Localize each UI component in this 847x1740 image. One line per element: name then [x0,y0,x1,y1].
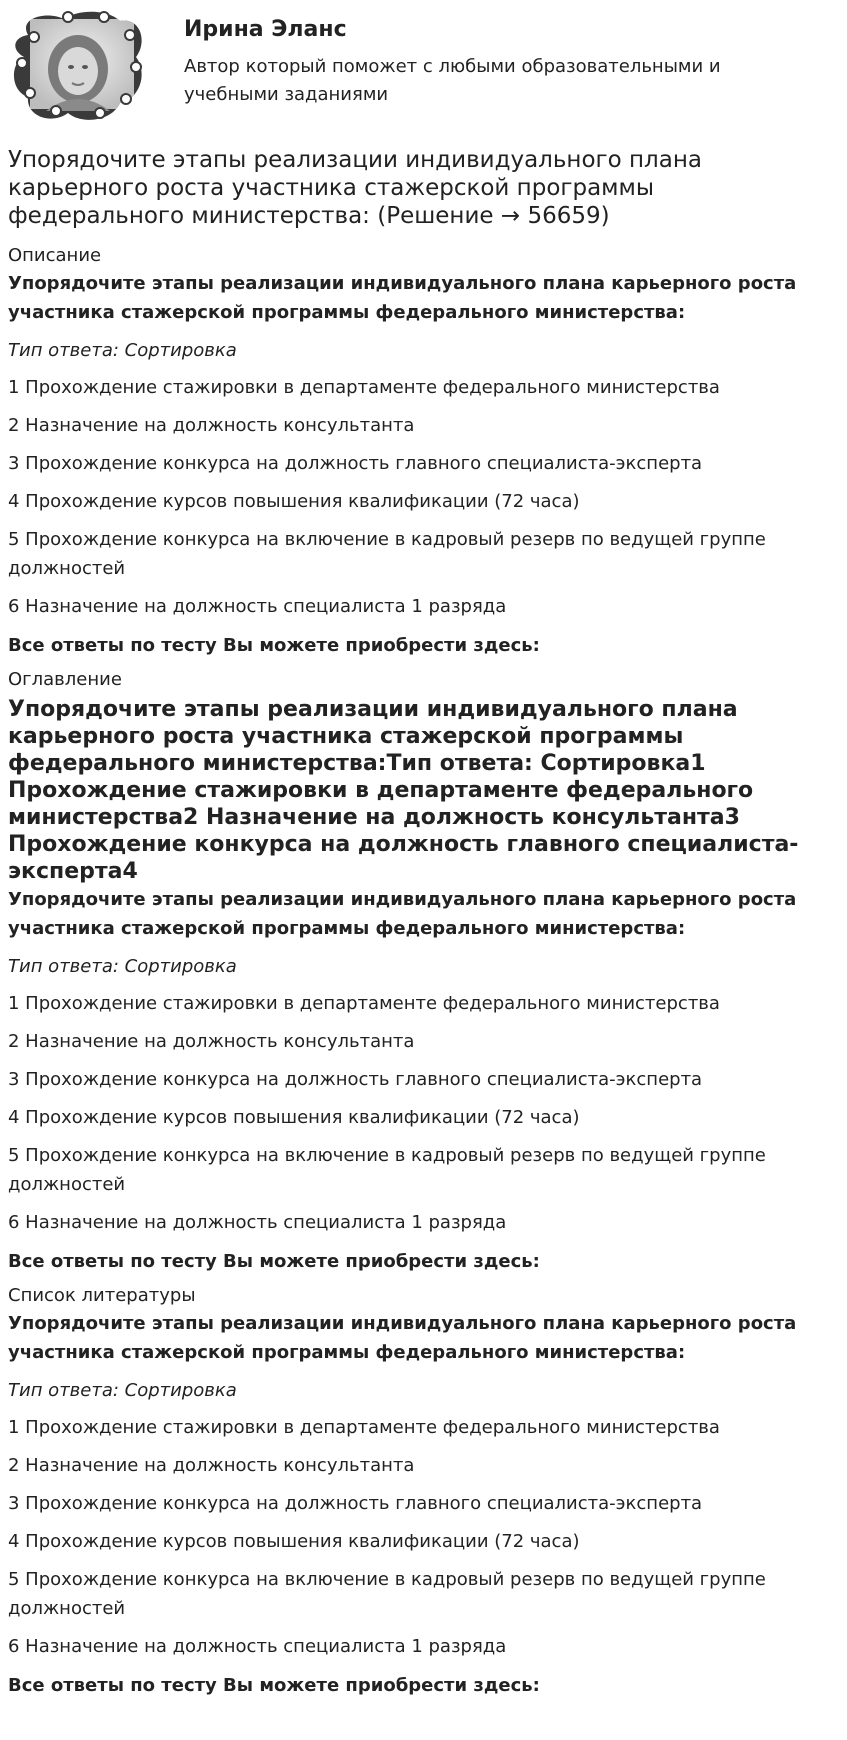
list-item: 6 Назначение на должность специалиста 1 разряда [8,596,507,617]
list-item: 2 Назначение на должность консультанта [8,1455,415,1476]
section-label-toc: Оглавление [8,669,122,690]
list-item: 5 Прохождение конкурса на включение в кадровый резерв по ведущей группе должностей [8,1145,766,1195]
answer-type: Тип ответа: Сортировка [8,1380,237,1401]
list-item: 5 Прохождение конкурса на включение в кадровый резерв по ведущей группе должностей [8,529,766,579]
list-item: 4 Прохождение курсов повышения квалификации (72 часа) [8,491,580,512]
toc-heading: Упорядочите этапы реализации индивидуального плана карьерного роста участника стажерской программы федерального министерства:Тип ответа: Сортировка1 Прохождение стажировки в департаменте федерального министерства2 Назначение на должность консультанта3 Прохождение конкурса на должность главного специалиста-эксперта4 [8,697,799,884]
list-item: 3 Прохождение конкурса на должность главного специалиста-эксперта [8,1493,703,1514]
list-item: 3 Прохождение конкурса на должность главного специалиста-эксперта [8,453,703,474]
list-item: 5 Прохождение конкурса на включение в кадровый резерв по ведущей группе должностей [8,1569,766,1619]
author-card [8,7,828,127]
author-description: Автор который поможет с любыми образовательными и учебными заданиями [184,56,721,105]
question-text: Упорядочите этапы реализации индивидуального плана карьерного роста участника стажерской программы федерального министерства: [8,889,797,939]
list-item: 3 Прохождение конкурса на должность главного специалиста-эксперта [8,1069,703,1090]
author-avatar-icon [8,7,148,125]
list-item: 2 Назначение на должность консультанта [8,1031,415,1052]
list-item: 1 Прохождение стажировки в департаменте федерального министерства [8,993,720,1014]
list-item: 1 Прохождение стажировки в департаменте федерального министерства [8,377,720,398]
page-title: Упорядочите этапы реализации индивидуального плана карьерного роста участника стажерской программы федерального министерства: (Решение → 56659) [8,147,702,229]
list-item: 6 Назначение на должность специалиста 1 разряда [8,1212,507,1233]
list-item: 1 Прохождение стажировки в департаменте федерального министерства [8,1417,720,1438]
author-name[interactable]: Ирина Эланс [184,17,347,42]
buy-answers-text: Все ответы по тесту Вы можете приобрести здесь: [8,1675,540,1696]
section-label-literature: Список литературы [8,1285,196,1306]
section-label-description: Описание [8,245,102,266]
list-item: 6 Назначение на должность специалиста 1 разряда [8,1636,507,1657]
answer-type: Тип ответа: Сортировка [8,340,237,361]
list-item: 4 Прохождение курсов повышения квалификации (72 часа) [8,1531,580,1552]
buy-answers-text: Все ответы по тесту Вы можете приобрести здесь: [8,1251,540,1272]
question-text: Упорядочите этапы реализации индивидуального плана карьерного роста участника стажерской программы федерального министерства: [8,1313,797,1363]
list-item: 4 Прохождение курсов повышения квалификации (72 часа) [8,1107,580,1128]
buy-answers-text: Все ответы по тесту Вы можете приобрести здесь: [8,635,540,656]
list-item: 2 Назначение на должность консультанта [8,415,415,436]
question-text: Упорядочите этапы реализации индивидуального плана карьерного роста участника стажерской программы федерального министерства: [8,273,797,323]
answer-type: Тип ответа: Сортировка [8,956,237,977]
